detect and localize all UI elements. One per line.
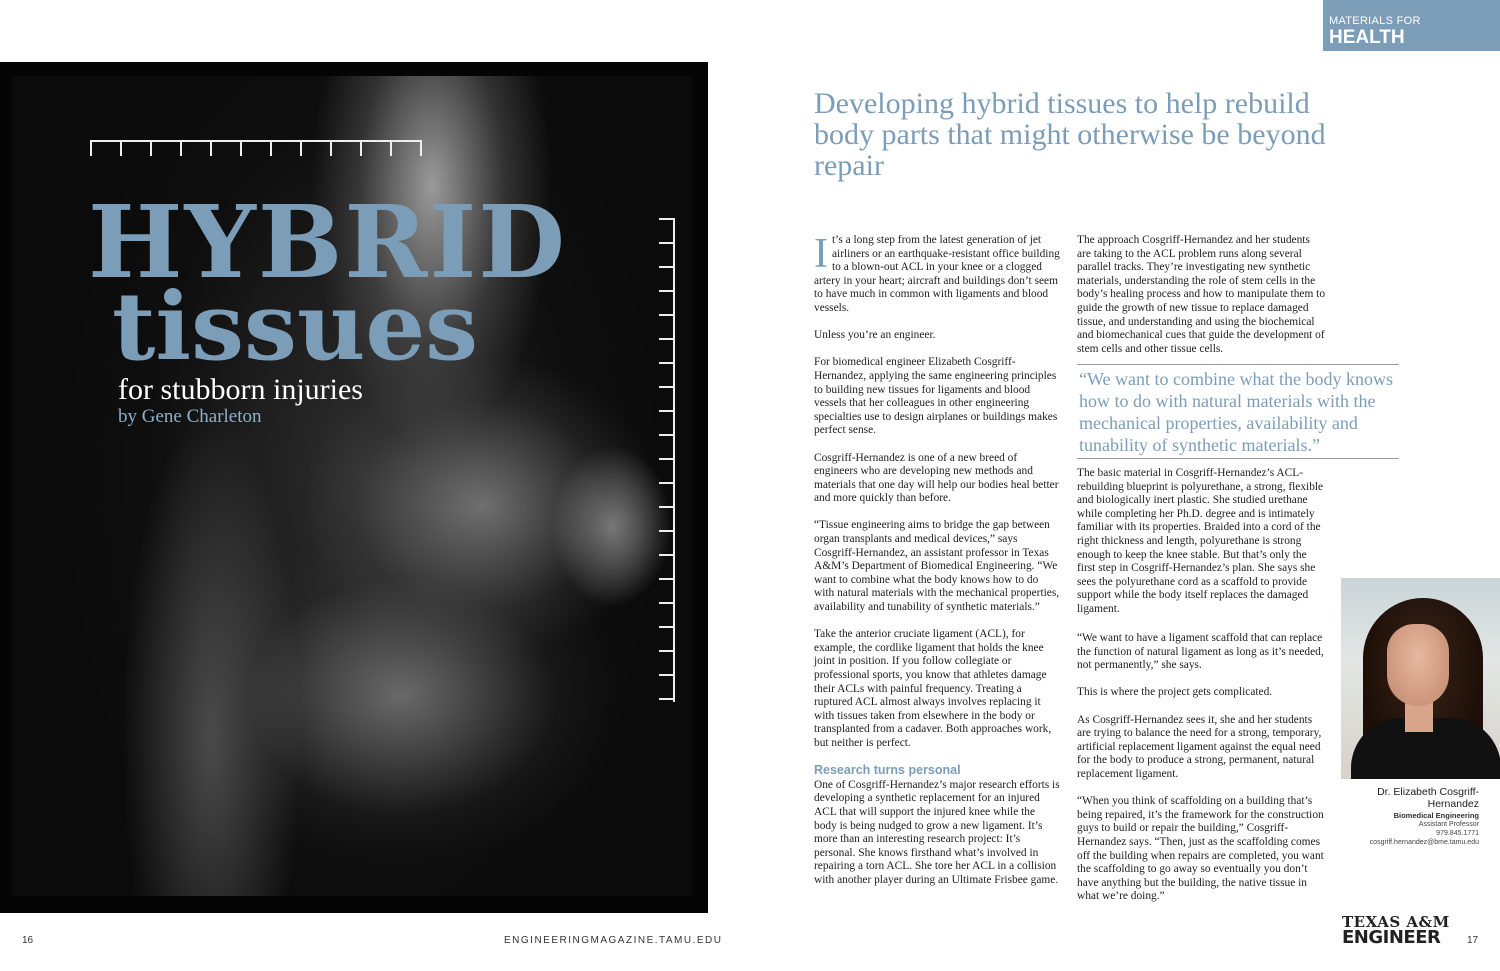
- ruler-tick: [659, 506, 673, 508]
- paragraph: One of Cosgriff-Hernandez’s major research efforts is developing a synthetic replacement for an injured ACL that will support the injured knee while the body is being nudged to grow a new ligament. It’s more than an interesting research project: It’s personal. She knows firsthand what’s involved in repairing a torn ACL. She tore her ACL in a collision with another player during an Ultimate Frisbee game.: [814, 778, 1060, 886]
- ruler-tick: [659, 602, 673, 604]
- photo-face: [1387, 624, 1449, 706]
- paragraph: [814, 231, 1060, 316]
- paragraph: This is where the project gets complicated.: [1077, 686, 1273, 699]
- portrait-photo: [1341, 578, 1500, 779]
- ruler-tick: [659, 626, 673, 628]
- paragraph: The approach Cosgriff-Hernandez and her students are taking to the ACL problem runs along several parallel tracks. They’re investigating new synthetic materials, understanding the role of stem cells in the body’s healing process and how to manipulate them to guide the growth of new tissue to replace damaged tissue, and understanding and using the biochemical and biomechanical cues that guide the development of stem cells and other tissue cells.: [1077, 234, 1326, 355]
- ruler-tick: [659, 530, 673, 532]
- caption-name: Dr. Elizabeth Cosgriff-Hernandez: [1377, 786, 1479, 810]
- ruler-tick: [659, 362, 673, 364]
- article-title-hybrid: HYBRID: [88, 183, 567, 301]
- caption-phone: 979.845.1771: [1436, 830, 1479, 837]
- article-subtitle: for stubborn injuries: [118, 373, 363, 406]
- article-title-tissues: tissues: [112, 272, 479, 382]
- ruler-tick: [420, 142, 422, 156]
- ruler-tick: [90, 142, 92, 156]
- byline: by Gene Charleton: [118, 406, 262, 427]
- section-tab: [1323, 0, 1500, 51]
- ruler-tick: [659, 554, 673, 556]
- ruler-tick: [659, 386, 673, 388]
- paragraph: Take the anterior cruciate ligament (ACL), for example, the cordlike ligament that holds the knee joint in position. If you follow collegiate or professional sports, you know that athletes damage their ACLs with painful frequency. Treating a ruptured ACL almost always involves replacing it with tissues taken from elsewhere in the body or transplanted from a cadaver. Both approaches work, but neither is perfect.: [814, 628, 1052, 749]
- paragraph: As Cosgriff-Hernandez sees it, she and her students are trying to balance the need for a strong, temporary, artificial replacement ligament against the equal need for the body to produce a strong, permanent, natural replacement ligament.: [1077, 713, 1322, 780]
- drop-cap: I: [814, 231, 828, 277]
- ruler-tick: [390, 142, 392, 156]
- body-column-2-continued: [1077, 467, 1325, 630]
- ruler-tick: [240, 142, 242, 156]
- ruler-tick: [659, 410, 673, 412]
- logo-bottom-text: ENGINEER: [1342, 927, 1441, 948]
- photo-caption: [1341, 786, 1479, 847]
- ruler-tick: [659, 698, 673, 700]
- caption-email: cosgriff.hernandez@bme.tamu.edu: [1369, 839, 1479, 846]
- ruler-tick: [270, 142, 272, 156]
- caption-dept: Biomedical Engineering: [1393, 811, 1479, 820]
- section-label-big: HEALTH: [1329, 27, 1405, 48]
- logo-top-text: TEXAS A&M: [1342, 913, 1450, 931]
- caption-title: Assistant Professor: [1418, 821, 1479, 828]
- ruler-tick: [330, 142, 332, 156]
- deck-headline: Developing hybrid tissues to help rebuild body parts that might otherwise be beyond repair: [814, 87, 1326, 182]
- magazine-url: ENGINEERINGMAGAZINE.TAMU.EDU: [504, 935, 723, 946]
- magazine-logo: [1342, 915, 1450, 946]
- paragraph: Cosgriff-Hernandez is one of a new breed of engineers who are developing new methods and materials that one day will help our bodies heal better and more quickly than before.: [814, 451, 1059, 505]
- ruler-tick: [659, 578, 673, 580]
- ruler-tick: [659, 314, 673, 316]
- pull-quote: “We want to combine what the body knows how to do with natural materials with the mechanical properties, availability and tunability of synthetic materials.”: [1077, 364, 1399, 459]
- ruler-tick: [659, 338, 673, 340]
- ruler-tick: [659, 650, 673, 652]
- page-number-right: 17: [1467, 935, 1479, 946]
- paragraph: For biomedical engineer Elizabeth Cosgriff-Hernandez, applying the same engineering principles to building new tissues for ligaments and blood vessels that her colleagues in other engineering specialties use to design airplanes or buildings makes perfect sense.: [814, 356, 1058, 437]
- ruler-tick: [659, 242, 673, 244]
- ruler-vertical: [655, 218, 675, 702]
- photo-neck: [1405, 702, 1433, 732]
- ruler-horizontal: [90, 140, 422, 158]
- paragraph: Unless you’re an engineer.: [814, 329, 936, 342]
- paragraph: “When you think of scaffolding on a building that’s being repaired, it’s the framework for the construction guys to build or repair the building,” Cosgriff-Hernandez says. “Then, just as the scaffolding comes off the building when repairs are completed, you want the scaffolding to go away so eventually you don’t have anything but the building, the native tissue in what we’re doing.”: [1077, 795, 1324, 903]
- ruler-tick: [120, 142, 122, 156]
- body-column-2: [1077, 234, 1325, 370]
- ruler-tick: [659, 290, 673, 292]
- ruler-tick: [659, 218, 673, 220]
- page-number-left: 16: [22, 935, 34, 946]
- ruler-tick: [659, 434, 673, 436]
- paragraph-text: t’s a long step from the latest generation of jet airliners or an earthquake-resistant office building to a blown-out ACL in your knee or a clogged artery in your heart; aircraft and buildings don’t seem to have much in common with ligaments and blood vessels.: [814, 234, 1060, 314]
- ruler-tick: [150, 142, 152, 156]
- ruler-tick: [659, 674, 673, 676]
- section-label-small: MATERIALS FOR: [1329, 15, 1421, 27]
- paragraph: “We want to have a ligament scaffold that can replace the function of natural ligament as long as it’s needed, not permanently,” she says.: [1077, 632, 1324, 672]
- ruler-tick: [360, 142, 362, 156]
- ruler-tick: [659, 482, 673, 484]
- ruler-tick: [300, 142, 302, 156]
- ruler-tick: [659, 458, 673, 460]
- subhead: Research turns personal: [814, 763, 961, 778]
- paragraph: The basic material in Cosgriff-Hernandez’s ACL-rebuilding blueprint is polyurethane, a strong, flexible and biologically inert plastic. She studied urethane while completing her Ph.D. degree and is intimately familiar with its properties. Braided into a cord of the right thickness and length, polyurethane is strong enough to keep the knee stable. But that’s only the first step in Cosgriff-Hernandez’s plan. She says she sees the polyurethane cord as a scaffold to provide support while the body itself replaces the damaged ligament.: [1077, 467, 1324, 615]
- paragraph: “Tissue engineering aims to bridge the gap between organ transplants and medical devices,” says Cosgriff-Hernandez, an assistant professor in Texas A&M’s Department of Biomedical Engineering. “We want to combine what the body knows how to do with natural materials with the mechanical properties, availability and tunability of synthetic materials.”: [814, 519, 1060, 614]
- body-column-2-lower: [1077, 632, 1325, 917]
- body-column-1: [814, 231, 1060, 901]
- ruler-tick: [180, 142, 182, 156]
- ruler-tick: [659, 266, 673, 268]
- ruler-tick: [210, 142, 212, 156]
